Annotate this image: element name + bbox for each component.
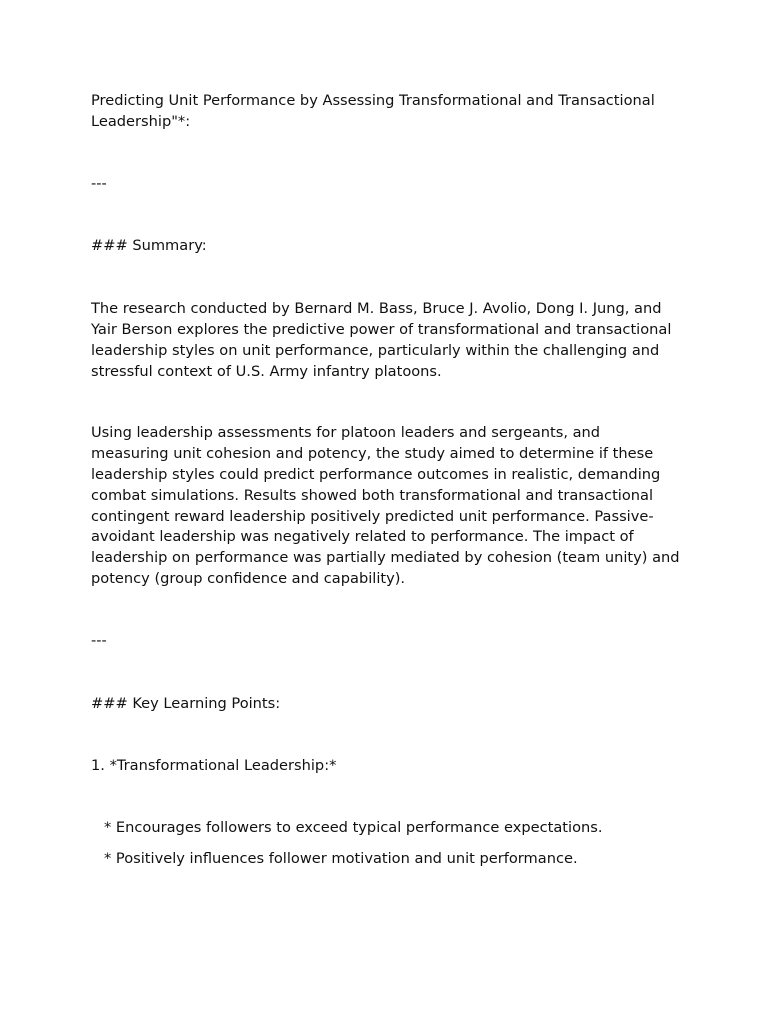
summary-heading: ### Summary:	[91, 237, 207, 255]
bullet-item: * Positively influences follower motivation and unit performance.	[104, 849, 578, 867]
bullet-item: * Encourages followers to exceed typical performance expectations.	[104, 819, 603, 837]
bullet-list	[91, 818, 681, 870]
key-point-title: 1. *Transformational Leadership:*	[91, 757, 337, 775]
document-title: Predicting Unit Performance by Assessing Transformational and Transactional Leadership"*:	[91, 92, 655, 130]
document-page	[91, 91, 681, 880]
key-points-heading: ### Key Learning Points:	[91, 694, 281, 712]
separator: ---	[91, 174, 107, 192]
summary-paragraph: The research conducted by Bernard M. Bass, Bruce J. Avolio, Dong I. Jung, and Yair Berson explores the predictive power of transformational and transactional leadership styles on unit performance, particularly within the challenging and stressful context of U.S. Army infantry platoons.	[91, 300, 672, 380]
separator: ---	[91, 631, 107, 649]
summary-paragraph: Using leadership assessments for platoon leaders and sergeants, and measuring unit cohesion and potency, the study aimed to determine if these leadership styles could predict performance outcomes in realistic, demanding combat simulations. Results showed both transformational and transactional contingent reward leadership positively predicted unit performance. Passive-avoidant leadership was negatively related to performance. The impact of leadership on performance was partially mediated by cohesion (team unity) and potency (group confidence and capability).	[91, 424, 680, 587]
